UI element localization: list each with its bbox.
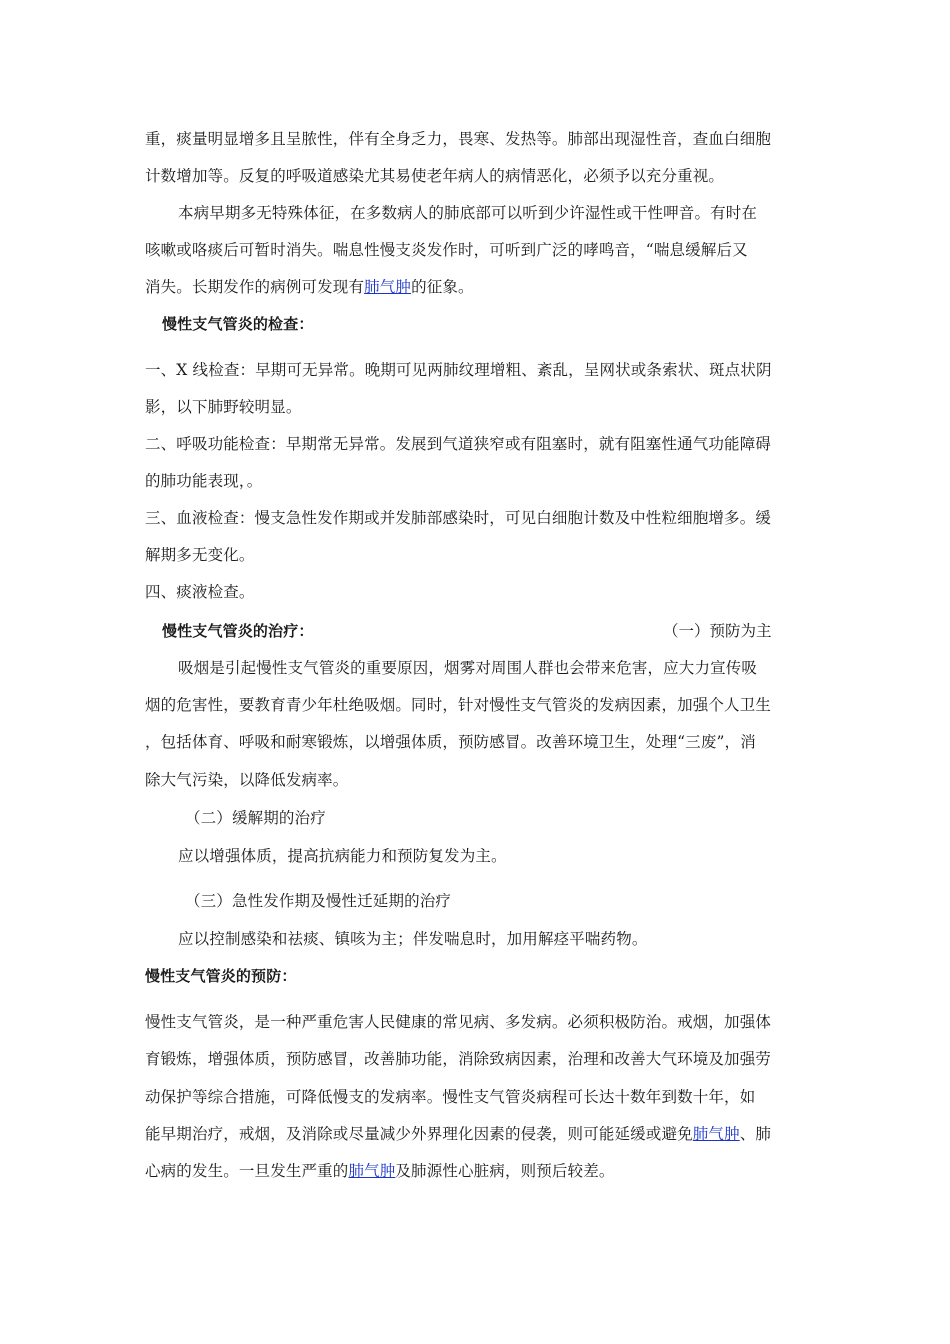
list-item: 四、痰液检查。 — [145, 583, 255, 601]
text-run: 心病的发生。一旦发生严重的 — [145, 1162, 349, 1180]
list-item: 影，以下肺野较明显。 — [145, 398, 302, 416]
paragraph-line: 烟的危害性，要教育青少年杜绝吸烟。同时，针对慢性支气管炎的发病因素，加强个人卫生 — [145, 696, 772, 714]
paragraph-line: 动保护等综合措施，可降低慢支的发病率。慢性支气管炎病程可长达十数年到数十年，如 — [145, 1088, 756, 1106]
paragraph-line: 慢性支气管炎，是一种严重危害人民健康的常见病、多发病。必须积极防治。戒烟，加强体 — [145, 1013, 772, 1031]
list-item: 的肺功能表现，。 — [145, 472, 263, 490]
paragraph-line: 计数增加等。反复的呼吸道感染尤其易使老年病人的病情恶化，必须予以充分重视。 — [145, 167, 725, 185]
paragraph-line: 吸烟是引起慢性支气管炎的重要原因，烟雾对周围人群也会带来危害，应大力宣传吸 — [178, 659, 758, 677]
treatment-heading: 慢性支气管炎的治疗： — [162, 622, 314, 640]
exam-heading: 慢性支气管炎的检查： — [162, 315, 314, 333]
paragraph-line: 重，痰量明显增多且呈脓性，伴有全身乏力，畏寒、发热等。肺部出现湿性音，查血白细胞 — [145, 130, 772, 148]
paragraph-line — [145, 277, 474, 297]
emphysema-link[interactable]: 肺气肿 — [348, 1162, 396, 1180]
list-item: 一、X 线检查：早期可无异常。晚期可见两肺纹理增粗、紊乱，呈网状或条索状、斑点状阴 — [145, 361, 772, 379]
paragraph-line — [145, 1161, 615, 1181]
list-item: 二、呼吸功能检查：早期常无异常。发展到气道狭窄或有阻塞时，就有阻塞性通气功能障碍 — [145, 435, 772, 453]
emphysema-link[interactable]: 肺气肿 — [364, 278, 412, 296]
paragraph-line: 除大气污染，以降低发病率。 — [145, 771, 349, 789]
text-run: 消失。长期发作的病例可发现有 — [145, 278, 365, 296]
prevention-heading: 慢性支气管炎的预防： — [145, 967, 297, 985]
paragraph-line: 应以增强体质，提高抗病能力和预防复发为主。 — [178, 847, 507, 865]
subheading: （二）缓解期的治疗 — [185, 809, 326, 827]
text-run: 、肺 — [739, 1125, 772, 1143]
subheading: （三）急性发作期及慢性迁延期的治疗 — [185, 892, 452, 910]
list-item: 三、血液检查：慢支急性发作期或并发肺部感染时，可见白细胞计数及中性粒细胞增多。缓 — [145, 509, 772, 527]
emphysema-link[interactable]: 肺气肿 — [692, 1125, 740, 1143]
text-run: 的征象。 — [411, 278, 474, 296]
text-run: 能早期治疗，戒烟，及消除或尽量减少外界理化因素的侵袭，则可能延缓或避免 — [145, 1125, 693, 1143]
paragraph-line: 育锻炼，增强体质，预防感冒，改善肺功能，消除致病因素，治理和改善大气环境及加强劳 — [145, 1050, 772, 1068]
list-item: 解期多无变化。 — [145, 546, 255, 564]
paragraph-line: ，包括体育、呼吸和耐寒锻炼，以增强体质，预防感冒。改善环境卫生，处理“三废”，消 — [145, 733, 756, 751]
paragraph-line — [145, 1124, 771, 1144]
paragraph-line: 应以控制感染和祛痰、镇咳为主；伴发喘息时，加用解痉平喘药物。 — [178, 930, 648, 948]
paragraph-line: 本病早期多无特殊体征，在多数病人的肺底部可以听到少许湿性或干性呷音。有时在 — [178, 204, 758, 222]
paragraph-line: 咳嗽或咯痰后可暂时消失。喘息性慢支炎发作时，可听到广泛的哮鸣音，“喘息缓解后又 — [145, 241, 748, 259]
text-run: 及肺源性心脏病，则预后较差。 — [395, 1162, 615, 1180]
subheading: （一）预防为主 — [663, 622, 772, 640]
